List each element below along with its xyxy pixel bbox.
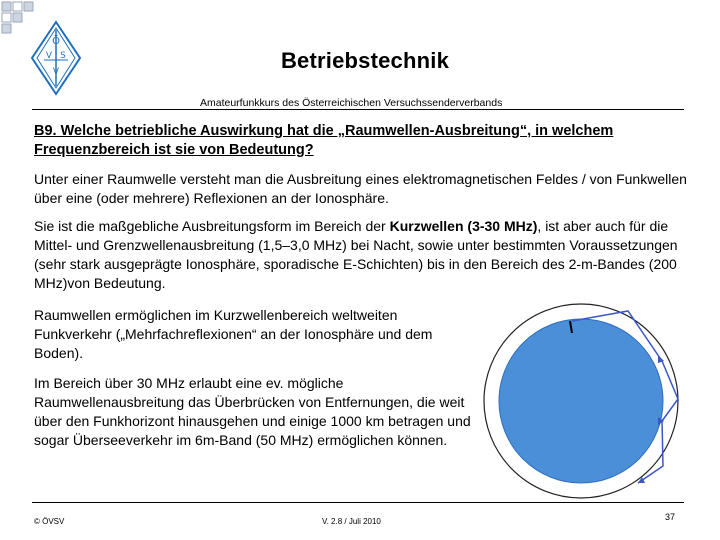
skywave-diagram	[478, 301, 686, 501]
page-subtitle: Amateurfunkkurs des Österreichischen Versuchssenderverbands	[200, 97, 503, 109]
earth-sphere	[499, 319, 663, 483]
paragraph-frequency-range	[34, 217, 694, 293]
page-title: Betriebstechnik	[280, 48, 450, 73]
paragraph-definition: Unter einer Raumwelle versteht man die Ausbreitung eines elektromagnetischen Feldes / von Funkwellen über eine (oder mehrere) Reflexionen an der Ionosphäre.	[34, 171, 687, 206]
page-number: 37	[665, 512, 676, 522]
logo-letter: Ö	[52, 36, 60, 47]
header-divider	[32, 109, 684, 110]
logo-letter: V	[45, 51, 53, 61]
p2-highlight: Kurzwellen (3-30 MHz)	[389, 218, 538, 234]
logo-letter: V	[52, 67, 60, 77]
paragraph-vhf: Im Bereich über 30 MHz erlaubt eine ev. mögliche Raumwellenausbreitung das Überbrücken von Entfernungen, die weit über den Funkhorizont hinausgehen und einige 1000 km betragen und sogar Überseeverkehr im 6m-Band (50 MHz) ermöglichen können.	[34, 375, 471, 448]
logo-letter: S	[60, 51, 66, 61]
footer-copyright: © ÖVSV	[34, 517, 65, 526]
paragraph-worldwide: Raumwellen ermöglichen im Kurzwellenbereich weltweiten Funkverkehr („Mehrfachreflexionen“ an der Ionosphäre und dem Boden).	[34, 307, 433, 361]
footer-version: V. 2.8 / Juli 2010	[322, 517, 381, 526]
question-heading: B9. Welche betriebliche Auswirkung hat die „Raumwellen-Ausbreitung“, in welchem Frequenzbereich ist sie von Bedeutung?	[34, 123, 614, 158]
p2-text-start: Sie ist die maßgebliche Ausbreitungsform im Bereich der	[34, 218, 390, 234]
footer-divider	[32, 502, 684, 503]
p2-text-end: , ist aber auch für die Mittel- und Grenzwellenausbreitung (1,5–3,0 MHz) bei Nacht, sowie unter bestimmten Voraussetzungen (sehr stark ausgeprägte Ionosphäre, sporadische E-Schichten) bis in den Bereich des 2-m-Bandes (200 MHz)von Bedeutung.	[34, 218, 678, 291]
